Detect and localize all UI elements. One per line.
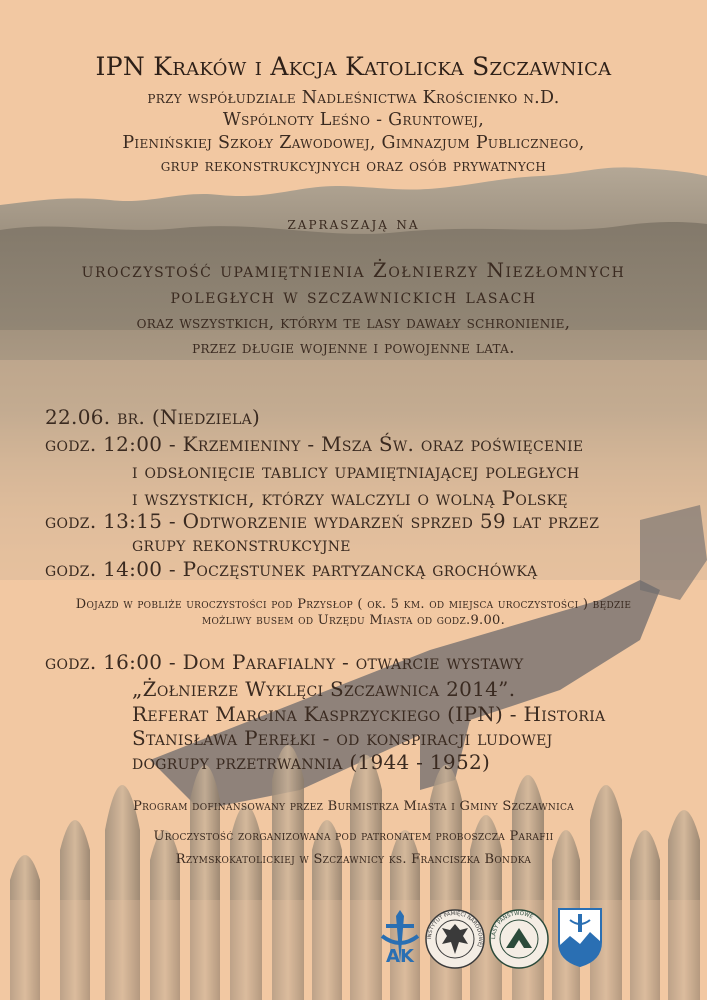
exhibition-line-2: „Żołnierze Wyklęci Szczawnica 2014”. (132, 677, 516, 701)
sponsor-text: Program dofinansowany przez Burmistrza Miasta i Gminy Szczawnica (133, 799, 574, 814)
schedule-item-1-line-3: i wszystkich, którzy walczyli o wolną Polskę (132, 486, 568, 510)
header-line-2: Wspólnoty Leśno - Gruntowej, (222, 110, 485, 130)
schedule-item-2-line-1: godz. 13:15 - Odtworzenie wydarzeń sprzed 59 lat przez (45, 509, 600, 533)
poster-title: IPN Kraków i Akcja Katolicka Szczawnica (95, 52, 612, 81)
exhibition-line-4: Stanisława Perełki - od konspiracji ludowej (132, 726, 553, 750)
exhibition-line-3: Referat Marcina Kasprzyckiego (IPN) - Historia (132, 702, 606, 726)
exhibition-line-5: dogrupy przetrwannia (1944 - 1952) (132, 750, 491, 774)
transport-line-2: możliwy busem od Urzędu Miasta od godz.9.00. (201, 613, 506, 628)
header-line-4: grup rekonstrukcyjnych oraz osób prywatnych (160, 156, 547, 176)
ceremony-line-3: oraz wszystkich, którym te lasy dawały schronienie, (136, 313, 571, 333)
transport-line-1: Dojazd w pobliże uroczystości pod Przysłop ( ok. 5 km. od miejsca uroczystości ) będzie (75, 597, 632, 612)
szczawnica-coat-of-arms-icon (556, 906, 604, 968)
ak-logo-text: AK (386, 946, 414, 967)
schedule-item-1-line-2: i odsłonięcie tablicy upamiętniającej poległych (132, 459, 580, 483)
event-date: 22.06. br. (Niedziela) (45, 405, 261, 429)
ak-anchor-icon (374, 906, 426, 970)
ceremony-line-4: przez długie wojenne i powojenne lata. (192, 338, 515, 358)
schedule-item-3-line-1: godz. 14:00 - Poczęstunek partyzancką grochówką (45, 557, 538, 581)
ipn-ring-text: INSTYTUT PAMIĘCI NARODOWEJ (426, 910, 484, 948)
schedule-item-1-line-1: godz. 12:00 - Krzemieniny - Msza Św. oraz poświęcenie (45, 432, 584, 456)
ipn-eagle-seal-icon (424, 908, 486, 970)
invitation-text: zapraszają na (287, 214, 420, 234)
schedule-item-2-line-2: grupy rekonstrukcyjne (132, 532, 351, 556)
ceremony-line-2: poległych w szczawnickich lasach (170, 284, 537, 308)
exhibition-line-1: godz. 16:00 - Dom Parafialny - otwarcie wystawy (45, 650, 524, 674)
ceremony-line-1: uroczystość upamiętnienia Żołnierzy Niezłomnych (81, 258, 626, 282)
header-line-1: przy współudziale Nadleśnictwa Krościenko n.D. (147, 88, 560, 108)
header-line-3: Pienińskiej Szkoły Zawodowej, Gimnazjum Publicznego, (122, 133, 585, 153)
lasy-panstwowe-seal-icon (488, 908, 550, 970)
patronage-line-1: Uroczystość zorganizowana pod patronatem proboszcza Parafii (153, 829, 554, 844)
patronage-line-2: Rzymskokatolickiej w Szczawnicy ks. Franciszka Bondka (175, 852, 532, 867)
lasy-ring-text: LASY PAŃSTWOWE (490, 910, 534, 940)
